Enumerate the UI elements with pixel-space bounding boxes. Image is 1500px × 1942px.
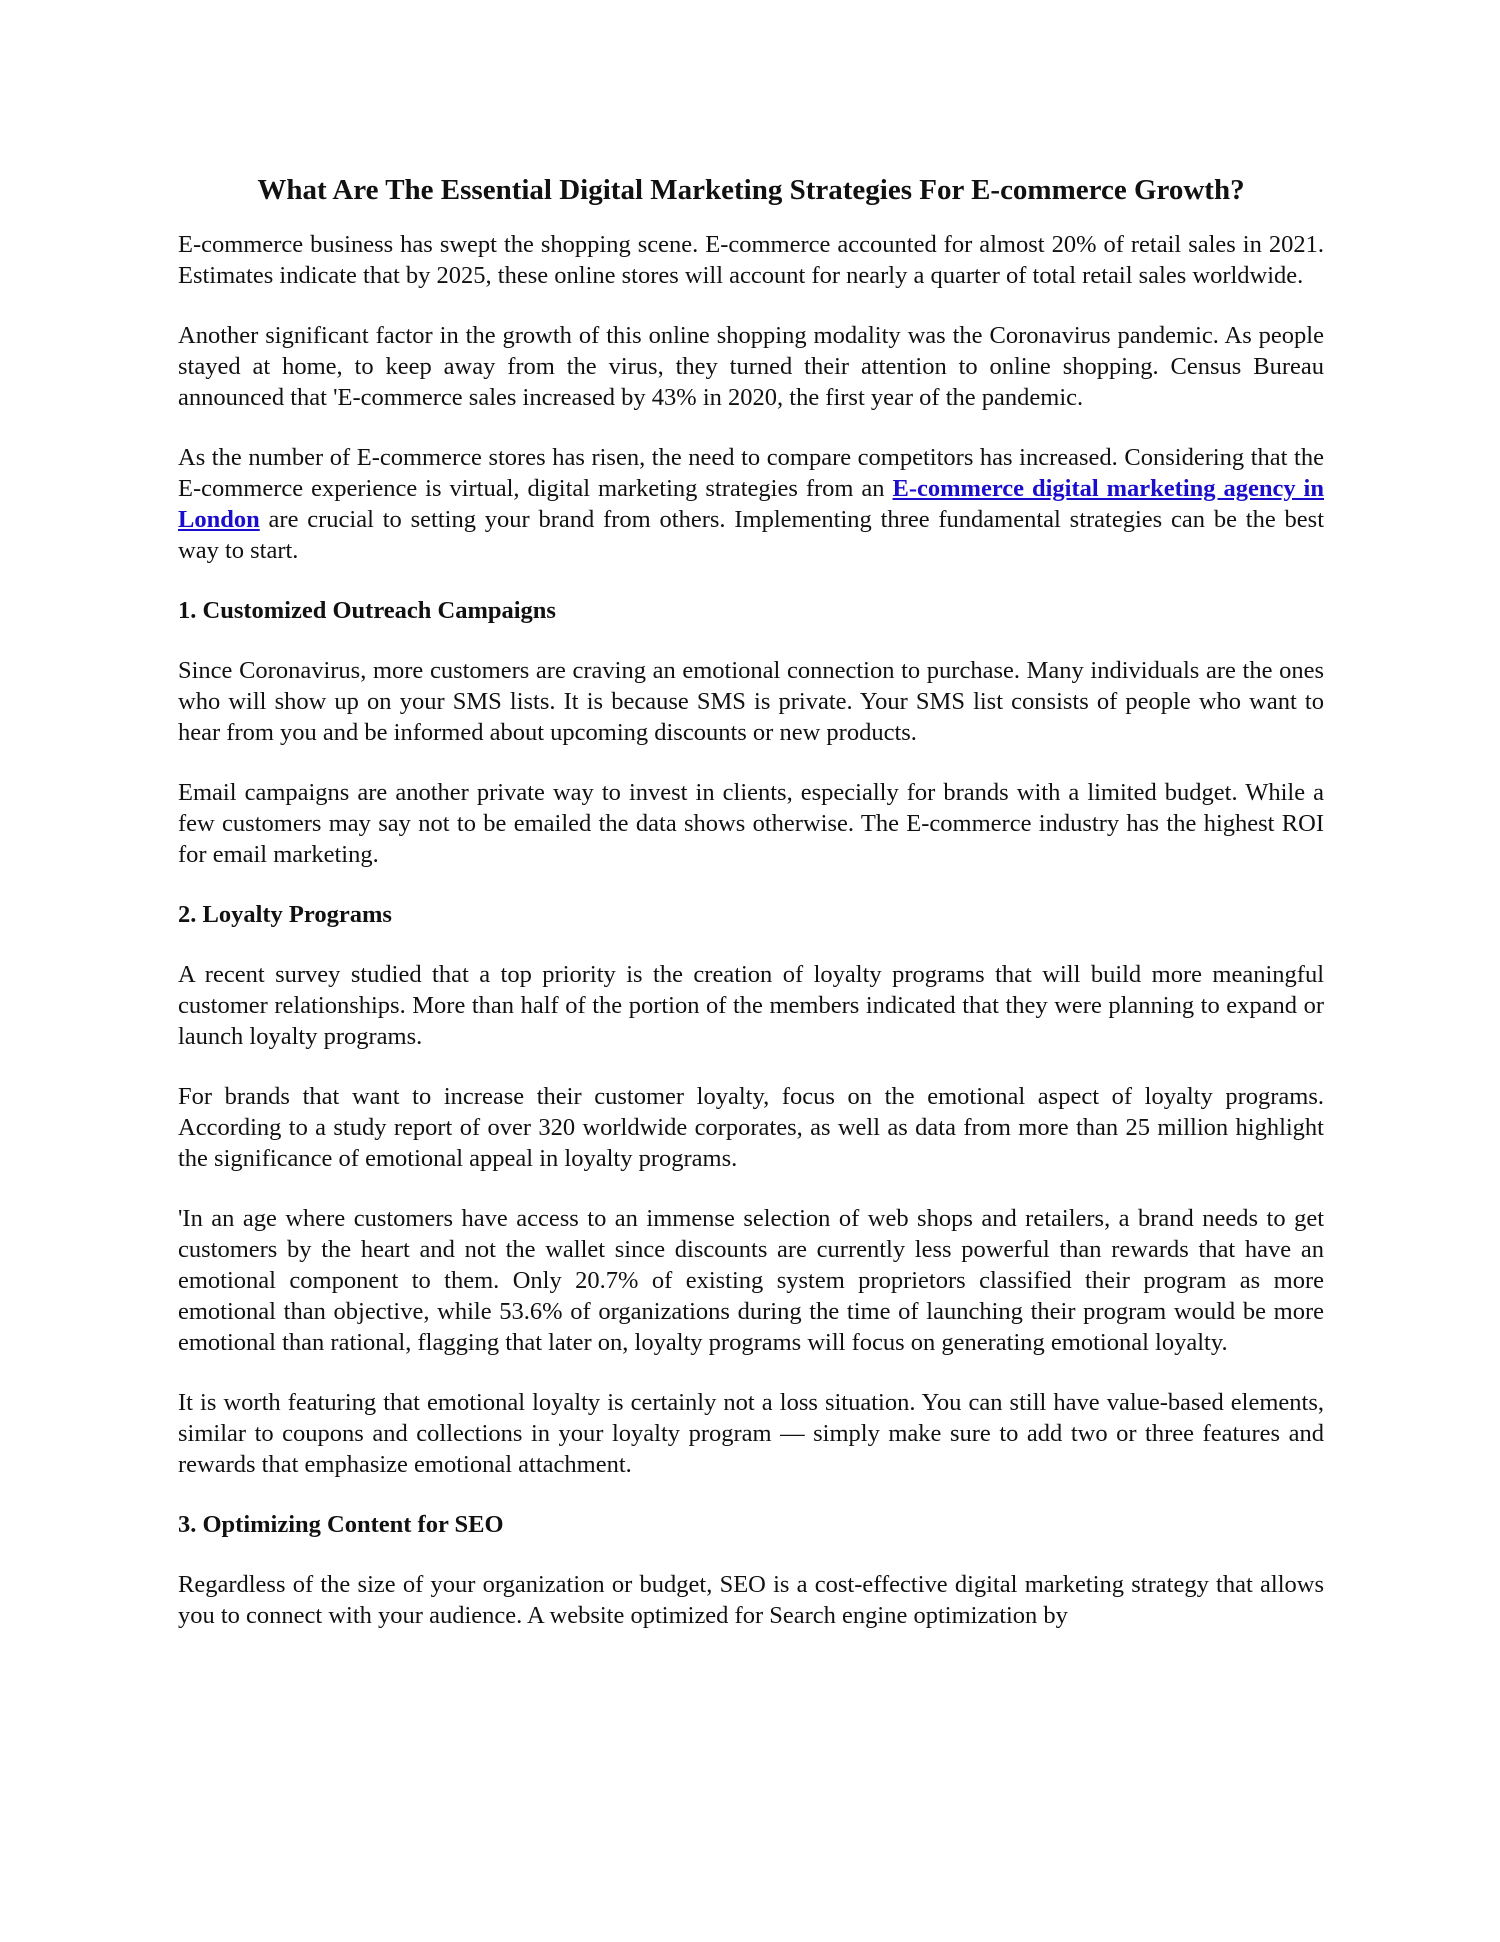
intro-paragraph-3-text-after: are crucial to setting your brand from others. Implementing three fundamental strategies can be the best way to start. [178,506,1324,564]
intro-paragraph-3 [178,442,1324,566]
document-page [178,172,1324,1660]
intro-paragraph-1: E-commerce business has swept the shopping scene. E-commerce accounted for almost 20% of retail sales in 2021. Estimates indicate that by 2025, these online stores will account for nearly a quarter of total retail sales worldwide. [178,231,1324,289]
section-3-heading: 3. Optimizing Content for SEO [178,1511,504,1538]
section-2-paragraph-1: A recent survey studied that a top priority is the creation of loyalty programs that will build more meaningful customer relationships. More than half of the portion of the members indicated that they were planning to expand or launch loyalty programs. [178,961,1324,1050]
agency-link[interactable]: E-commerce digital marketing agency in London [178,475,1324,533]
intro-paragraph-3-text-before: As the number of E-commerce stores has risen, the need to compare competitors has increased. Considering that the E-commerce experience is virtual, digital marketing strategies from an [178,444,1324,502]
section-1-heading: 1. Customized Outreach Campaigns [178,597,556,624]
section-2-paragraph-4: It is worth featuring that emotional loyalty is certainly not a loss situation. You can still have value-based elements, similar to coupons and collections in your loyalty program — simply make sure to add two or three features and rewards that emphasize emotional attachment. [178,1389,1324,1478]
section-1-paragraph-1: Since Coronavirus, more customers are craving an emotional connection to purchase. Many individuals are the ones who will show up on your SMS lists. It is because SMS is private. Your SMS list consists of people who want to hear from you and be informed about upcoming discounts or new products. [178,657,1324,746]
section-3-paragraph-1: Regardless of the size of your organization or budget, SEO is a cost-effective digital marketing strategy that allows you to connect with your audience. A website optimized for Search engine optimization by [178,1571,1324,1629]
section-1-paragraph-2: Email campaigns are another private way to invest in clients, especially for brands with a limited budget. While a few customers may say not to be emailed the data shows otherwise. The E-commerce industry has the highest ROI for email marketing. [178,779,1324,868]
section-2-paragraph-2: For brands that want to increase their customer loyalty, focus on the emotional aspect of loyalty programs. According to a study report of over 320 worldwide corporates, as well as data from more than 25 million highlight the significance of emotional appeal in loyalty programs. [178,1083,1324,1172]
section-2-heading: 2. Loyalty Programs [178,901,392,928]
document-title: What Are The Essential Digital Marketing Strategies For E-commerce Growth? [257,174,1245,206]
section-2-paragraph-3: 'In an age where customers have access to an immense selection of web shops and retailers, a brand needs to get customers by the heart and not the wallet since discounts are currently less powerful than rewards that have an emotional component to them. Only 20.7% of existing system proprietors classified their program as more emotional than objective, while 53.6% of organizations during the time of launching their program would be more emotional than rational, flagging that later on, loyalty programs will focus on generating emotional loyalty. [178,1205,1324,1356]
intro-paragraph-2: Another significant factor in the growth of this online shopping modality was the Coronavirus pandemic. As people stayed at home, to keep away from the virus, they turned their attention to online shopping. Census Bureau announced that 'E-commerce sales increased by 43% in 2020, the first year of the pandemic. [178,322,1324,411]
